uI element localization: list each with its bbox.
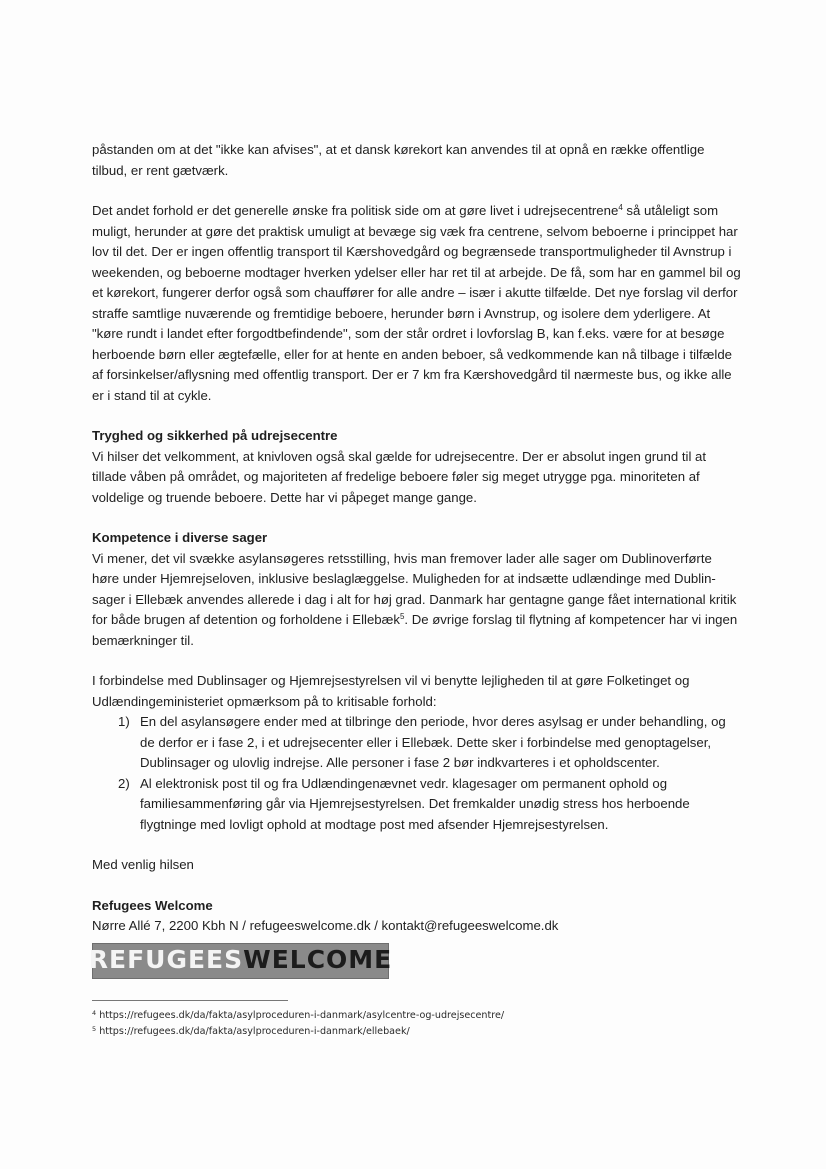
footnote-link[interactable]: https://refugees.dk/da/fakta/asylproceduren-i-danmark/asylcentre-og-udrejsecentre/ bbox=[96, 1010, 505, 1021]
footnote-4 bbox=[92, 1008, 504, 1024]
paragraph-2-text-a: Det andet forhold er det generelle ønske fra politisk side om at gøre livet i udrejsecentrene bbox=[92, 203, 619, 218]
paragraph-1: påstanden om at det "ikke kan afvises", at et dansk kørekort kan anvendes til at opnå en række offentlige tilbud, er rent gætværk. bbox=[92, 142, 705, 178]
refugees-welcome-logo bbox=[88, 943, 393, 979]
list-item-text: Al elektronisk post til og fra Udlændingenævnet vedr. klagesager om permanent ophold og familiesammenføring går via Hjemrejsestyrelsen. Det fremkalder unødig stress hos herboende flygtninge med lovligt ophold at modtage post med afsender Hjemrejsestyrelsen. bbox=[140, 775, 690, 832]
list-item-number: 2) bbox=[118, 775, 130, 791]
logo-text-refugees: REFUGEES bbox=[88, 945, 244, 975]
footnote-number: 5 bbox=[92, 1025, 97, 1033]
organization-name: Refugees Welcome bbox=[92, 897, 213, 913]
paragraph-2 bbox=[92, 201, 742, 406]
list-item bbox=[92, 712, 742, 774]
organization-address: Nørre Allé 7, 2200 Kbh N / refugeeswelcome.dk / kontakt@refugeeswelcome.dk bbox=[92, 918, 559, 933]
paragraph-4-text-a: Vi mener, det vil svække asylansøgeres retsstilling, hvis man fremover lader alle sager om Dublinoverførte høre under Hjemrejseloven, inklusive beslaglæggelse. Muligheden for at indsætte udlændinge med Dublin-sager i Ellebæk anvendes allerede i dag i alt for høj grad. Danmark har gentagne gange fået international kritik for både brugen af detention og forholdene i Ellebæk bbox=[92, 550, 737, 627]
footnote-ref-4: 4 bbox=[618, 203, 623, 212]
logo-text-welcome: WELCOME bbox=[243, 945, 393, 975]
issue-list bbox=[92, 712, 742, 835]
paragraph-4-text-b: . De øvrige forslag til flytning af kompetencer har vi ingen bemærkninger til. bbox=[92, 612, 738, 648]
paragraph-4 bbox=[92, 549, 742, 652]
footnote-link[interactable]: https://refugees.dk/da/fakta/asylproceduren-i-danmark/ellebaek/ bbox=[96, 1026, 410, 1037]
list-item bbox=[92, 774, 742, 836]
list-item-text: En del asylansøgere ender med at tilbringe den periode, hvor deres asylsag er under behandling, og de derfor er i fase 2, i et udrejsecenter eller i Ellebæk. Dette sker i forbindelse med genoptagelser, Dublinsager og ulovlig indrejse. Alle personer i fase 2 bør indkvarteres i et opholdscenter. bbox=[140, 714, 726, 770]
footnote-ref-5: 5 bbox=[399, 612, 405, 621]
heading-competence: Kompetence i diverse sager bbox=[92, 530, 268, 545]
footnote-number: 4 bbox=[92, 1009, 97, 1017]
footnotes bbox=[92, 1008, 504, 1040]
paragraph-5: I forbindelse med Dublinsager og Hjemrejsestyrelsen vil vi benytte lejligheden til at gøre Folketinget og Udlændingeministeriet opmærksom på to kritisable forhold: bbox=[92, 673, 690, 709]
greeting: Med venlig hilsen bbox=[92, 857, 194, 872]
footnote-divider bbox=[92, 1000, 288, 1001]
letter-body bbox=[88, 140, 742, 979]
paragraph-2-text-b: så utåleligt som muligt, herunder at gøre det praktisk umuligt at bevæge sig væk fra centrene, selvom beboerne i princippet har lov til det. Der er ingen offentlig transport til Kærshovedgård og begrænsede transportmuligheder til Avnstrup i weekenden, og beboerne modtager hverken ydelser eller har ret til at arbejde. De få, som har en gammel bil og et kørekort, fungerer derfor også som chauffører for alle andre – især i akutte tilfælde. Det nye forslag vil derfor straffe samtlige nuværende og fremtidige beboere, herunder børn i Avnstrup, og isolere dem yderligere. At "køre rundt i landet efter forgodtbefindende", som der står ordret i lovforslag B, kan f.eks. være for at besøge herboende børn eller ægtefælle, eller for at hente en anden beboer, så vedkommende kan nå tilbage i tilfælde af forsinkelser/aflysning med offentlig transport. Der er 7 km fra Kærshovedgård til nærmeste bus, og ikke alle er i stand til at cykle. bbox=[92, 203, 741, 403]
paragraph-3: Vi hilser det velkomment, at knivloven også skal gælde for udrejsecentre. Der er absolut ingen grund til at tillade våben på området, og majoriteten af fredelige beboere føler sig meget utrygge pga. minoriteten af voldelige og truende beboere. Dette har vi påpeget mange gange. bbox=[92, 448, 707, 505]
list-item-number: 1) bbox=[118, 714, 130, 729]
footnote-5 bbox=[92, 1024, 504, 1040]
heading-safety: Tryghed og sikkerhed på udrejsecentre bbox=[92, 428, 338, 443]
